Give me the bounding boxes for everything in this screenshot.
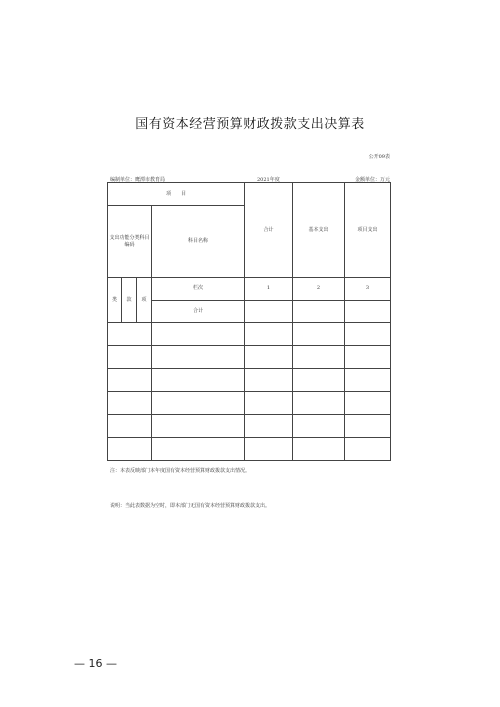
column-index-3: 3: [345, 278, 391, 301]
page-title: 国有资本经营预算财政拨款支出决算表: [135, 117, 365, 132]
header-lei: 类: [108, 278, 122, 323]
sum-project-cell: [345, 300, 391, 323]
money-unit: 金额单位：万元: [354, 177, 390, 183]
row-label-sum: 合计: [152, 300, 245, 323]
table-row: [108, 415, 391, 438]
table-row: [108, 346, 391, 369]
column-index-1: 1: [245, 278, 293, 301]
compiling-unit: 编制单位：鹰潭市教育局: [110, 177, 166, 183]
form-number: 公开09表: [368, 154, 390, 160]
fiscal-year: 2021年度: [257, 177, 280, 183]
row-label-column-index: 栏次: [152, 278, 245, 301]
table-row: [108, 323, 391, 346]
header-project-expenditure: 项目支出: [345, 183, 391, 278]
expenditure-table: [107, 182, 391, 461]
header-basic-expenditure: 基本支出: [293, 183, 345, 278]
table-row: [108, 392, 391, 415]
header-project: 项 目: [108, 183, 245, 206]
header-subject-name: 科目名称: [152, 206, 245, 278]
explanation-note: 说明：当此表数据为空时，即本部门无国有资本经营预算财政拨款支出。: [110, 503, 271, 509]
header-function-code: 支出功能分类科目编码: [108, 206, 152, 278]
header-kuan: 款: [122, 278, 137, 323]
sum-total-cell: [245, 300, 293, 323]
header-xiang: 项: [137, 278, 152, 323]
sum-basic-cell: [293, 300, 345, 323]
footnote: 注：本表反映部门本年度国有资本经营预算财政拨款支出情况。: [110, 468, 251, 474]
header-total: 合计: [245, 183, 293, 278]
column-index-2: 2: [293, 278, 345, 301]
table-row: [108, 438, 391, 461]
page-number: — 16 —: [74, 657, 117, 670]
table-row: [108, 369, 391, 392]
